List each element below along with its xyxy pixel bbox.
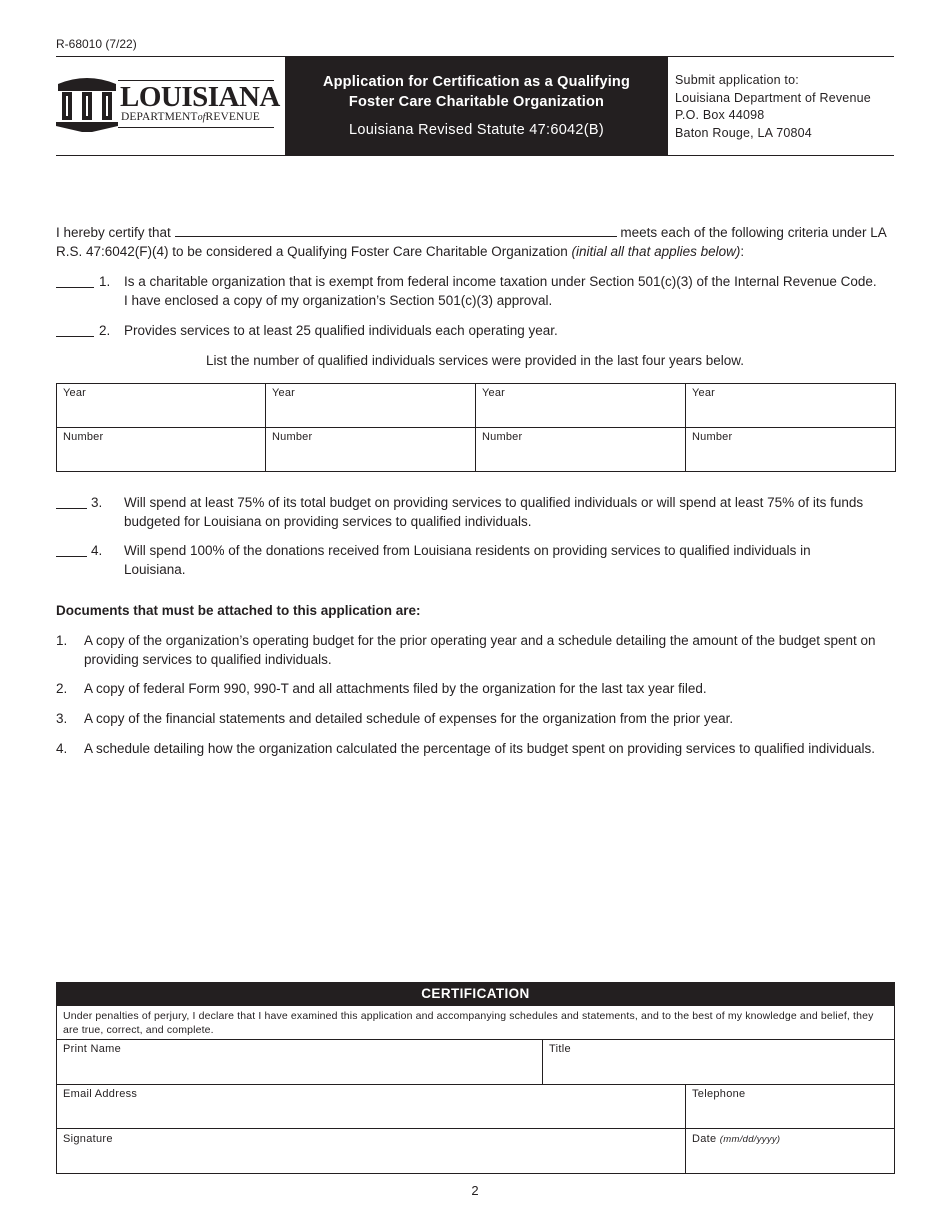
date-field[interactable]: [686, 1129, 894, 1173]
certification-box: [56, 1005, 895, 1174]
number-label: Number: [692, 431, 733, 443]
print-name-field[interactable]: [57, 1040, 542, 1084]
document-number: 1.: [56, 633, 68, 648]
email-field[interactable]: [57, 1085, 685, 1128]
date-label: [692, 1133, 780, 1145]
title-label: Title: [549, 1043, 571, 1055]
submit-line4: Baton Rouge, LA 70804: [675, 125, 812, 140]
number-label: Number: [63, 431, 104, 443]
header-bottom-rule: [56, 155, 894, 156]
title-block: [285, 57, 668, 155]
certify-line2-italic: (initial all that applies below): [571, 244, 741, 259]
criterion-text-line2: Louisiana.: [124, 561, 186, 577]
years-table: [56, 383, 896, 472]
certify-line2-main: R.S. 47:6042(F)(4) to be considered a Qualifying Foster Care Charitable Organization: [56, 244, 568, 259]
number-label: Number: [482, 431, 523, 443]
criterion-text-line1: Provides services to at least 25 qualified individuals each operating year.: [124, 323, 558, 338]
document-number: 2.: [56, 681, 68, 696]
document-item-3: [56, 710, 901, 729]
year-label: Year: [63, 387, 87, 399]
criterion-2: [56, 322, 896, 342]
number-cell[interactable]: [476, 428, 686, 472]
certify-statement: [56, 224, 901, 243]
number-label: Number: [272, 431, 313, 443]
submit-line3: P.O. Box 44098: [675, 108, 765, 122]
criterion-number: 2.: [99, 323, 111, 338]
number-cell[interactable]: [266, 428, 476, 472]
form-title-line1: Application for Certification as a Qualifying: [322, 74, 631, 90]
organization-name-field[interactable]: [175, 224, 617, 237]
logo-subline: [121, 111, 260, 123]
criterion-number: 3.: [91, 495, 103, 510]
date-format-hint: (mm/dd/yyyy): [719, 1134, 781, 1145]
logo-subline-of: of: [197, 112, 206, 123]
criterion-text-line1: Will spend at least 75% of its total budget on providing services to qualified individuals or will spend at least 75% of its funds: [124, 495, 864, 510]
criterion-text-line1: Will spend 100% of the donations received from Louisiana residents on providing services to qualified individuals in: [124, 543, 811, 558]
certify-prefix: I hereby certify that: [56, 225, 171, 240]
document-number: 3.: [56, 711, 68, 726]
date-label-text: Date: [692, 1133, 717, 1145]
submit-address: [675, 72, 871, 142]
year-cell[interactable]: [266, 384, 476, 428]
document-text-line2: providing services to qualified individuals.: [84, 651, 332, 667]
logo-subline-right: REVENUE: [205, 111, 260, 123]
print-name-label: Print Name: [63, 1043, 122, 1055]
logo-wordmark: LOUISIANA: [120, 81, 280, 113]
form-title: [285, 72, 668, 112]
title-field[interactable]: [543, 1040, 894, 1084]
page-number: 2: [471, 1183, 479, 1198]
document-number: 4.: [56, 741, 68, 756]
year-cell[interactable]: [686, 384, 896, 428]
submit-line2: Louisiana Department of Revenue: [675, 90, 871, 105]
certification-declaration: Under penalties of perjury, I declare that I have examined this application and accompanying schedules and statements, and to the best of my knowledge and belief, they are true, correct, and complete.: [63, 1010, 874, 1036]
telephone-label: Telephone: [692, 1088, 746, 1100]
document-text-line1: A copy of federal Form 990, 990-T and all attachments filed by the organization for the last tax year filed.: [84, 681, 707, 696]
form-title-line2: Foster Care Charitable Organization: [348, 94, 605, 110]
criterion-number: 4.: [91, 543, 103, 558]
initial-field-2[interactable]: [56, 324, 94, 337]
initial-field-1[interactable]: [56, 275, 94, 288]
criterion-4: [56, 542, 896, 582]
year-label: Year: [692, 387, 716, 399]
logo-subline-left: DEPARTMENT: [121, 111, 198, 123]
documents-heading: Documents that must be attached to this application are:: [56, 603, 421, 618]
document-text-line1: A copy of the financial statements and detailed schedule of expenses for the organization from the prior year.: [84, 711, 734, 726]
number-cell[interactable]: [57, 428, 266, 472]
criterion-1: [56, 273, 896, 313]
certify-line2-end: :: [740, 244, 745, 259]
year-label: Year: [272, 387, 296, 399]
certify-suffix: meets each of the following criteria under LA: [620, 225, 887, 240]
document-text-line1: A copy of the organization’s operating budget for the prior operating year and a schedule detailing the amount of the budget spent on: [84, 633, 876, 648]
year-label: Year: [482, 387, 506, 399]
signature-label: Signature: [63, 1133, 113, 1145]
year-cell[interactable]: [57, 384, 266, 428]
initial-field-4[interactable]: [56, 544, 87, 557]
telephone-field[interactable]: [686, 1085, 894, 1128]
criterion-text-line2: budgeted for Louisiana on providing services to qualified individuals.: [124, 513, 532, 529]
number-cell[interactable]: [686, 428, 896, 472]
capitol-icon: [56, 74, 118, 134]
document-text-line1: A schedule detailing how the organization calculated the percentage of its budget spent on providing services to qualified individuals.: [84, 741, 876, 756]
statute: Louisiana Revised Statute 47:6042(B): [348, 122, 605, 138]
logo-bottom-rule: [118, 127, 274, 128]
submit-line1: Submit application to:: [675, 73, 799, 87]
initial-field-3[interactable]: [56, 496, 87, 509]
list-instruction: List the number of qualified individuals services were provided in the last four years below.: [205, 353, 745, 368]
document-item-4: [56, 740, 901, 759]
year-cell[interactable]: [476, 384, 686, 428]
criterion-text-line1: Is a charitable organization that is exempt from federal income taxation under Section 501(c)(3) of the Internal Revenue Code.: [124, 274, 877, 289]
document-item-1: [56, 632, 901, 669]
form-number: R-68010 (7/22): [56, 37, 137, 51]
criterion-3: [56, 494, 896, 534]
document-item-2: [56, 680, 901, 699]
email-label: Email Address: [63, 1088, 138, 1100]
criterion-text-line2: I have enclosed a copy of my organization’s Section 501(c)(3) approval.: [124, 292, 553, 308]
certification-heading: CERTIFICATION: [56, 982, 895, 1005]
criterion-number: 1.: [99, 274, 111, 289]
certify-line2: [56, 243, 744, 262]
signature-field[interactable]: [57, 1129, 685, 1173]
